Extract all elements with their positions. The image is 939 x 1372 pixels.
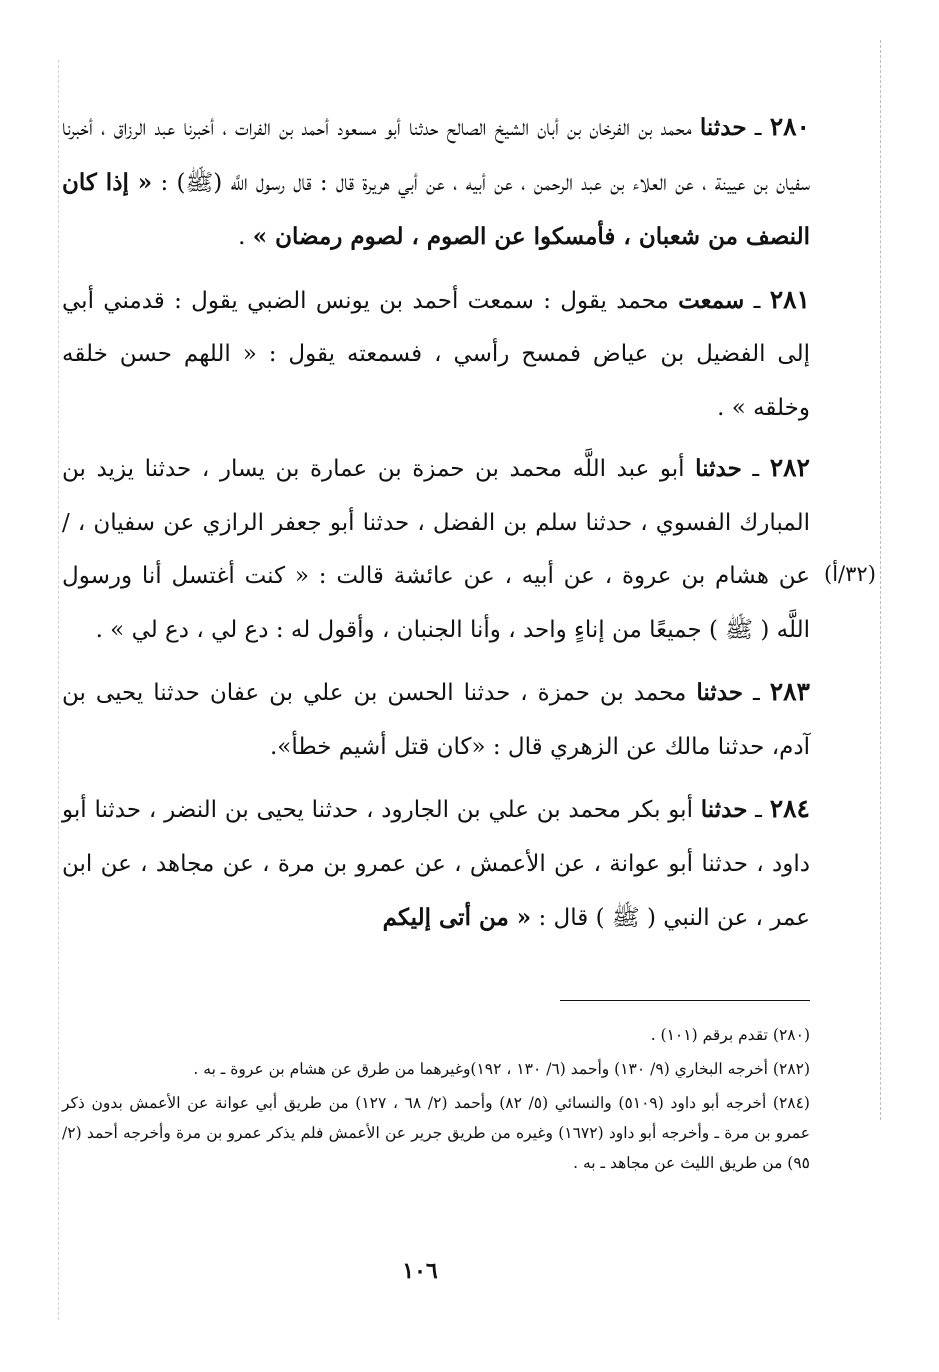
hadith-text-end: . xyxy=(238,224,253,250)
hadith-text: أبو بكر محمد بن علي بن الجارود ، حدثنا يحيى بن النضر ، حدثنا أبو داود ، حدثنا أبو عوانة ، عن الأعمش ، عن عمرو بن مرة ، عن مجاهد ، عن ابن عمر ، عن النبي ( ﷺ ) قال : xyxy=(62,797,810,931)
footnote: (٢٨٢) أخرجه البخاري (٩/ ١٣٠) وأحمد (٦/ ١٣٠ ، ١٩٢)وغيرهما من طرق عن هشام بن عروة ـ به . xyxy=(193,1060,810,1078)
hadith-quote: « إذا كان النصف من شعبان ، فأمسكوا عن الصوم ، لصوم رمضان » xyxy=(62,168,810,250)
hadith-keyword: حدثنا xyxy=(695,455,742,482)
page-number: ١٠٦ xyxy=(402,1258,438,1284)
hadith-keyword: سمعت xyxy=(678,286,745,314)
paragraph-283: ٢٨٣ ـ حدثنا محمد بن حمزة ، حدثنا الحسن بن علي بن عفان حدثنا يحيى بن آدم، حدثنا مالك عن الزهري قال : «كان قتل أشيم خطأ». xyxy=(62,677,810,760)
hadith-keyword: حدثنا xyxy=(700,796,748,823)
paragraph-284: ٢٨٤ ـ حدثنا أبو بكر محمد بن علي بن الجارود ، حدثنا يحيى بن النضر ، حدثنا أبو داود ، حدثنا أبو عوانة ، عن الأعمش ، عن عمرو بن مرة ، عن مجاهد ، عن ابن عمر ، عن النبي ( ﷺ ) قال : « من أتى إليكم xyxy=(62,794,810,931)
hadith-keyword: حدثنا xyxy=(699,114,747,141)
footnote: (٢٨٤) أخرجه أبو داود (٥١٠٩) والنسائي (٥/ ٨٢) وأحمد (٢/ ٦٨ ، ١٢٧) من طريق أبي عوانة عن الأعمش بدون ذكر عمرو بن مرة ـ وأخرجه أبو داود (١٦٧٢) وغيره من طريق جرير عن الأعمش فلم يذكر عمرو بن مرة وأخرجه أحمد (٢/ ٩٥) من طريق الليث عن مجاهد ـ به . xyxy=(62,1094,810,1172)
hadith-number: ٢٨٣ xyxy=(769,677,810,706)
footnote: (٢٨٠) تقدم برقم (١٠١) . xyxy=(650,1026,810,1044)
hadith-number: ٢٨٤ xyxy=(769,794,810,823)
manuscript-folio-marker: (٣٢/أ) xyxy=(824,562,876,586)
hadith-number: ٢٨٢ xyxy=(769,453,810,482)
hadith-keyword: حدثنا xyxy=(696,679,743,706)
hadith-text: محمد بن حمزة ، حدثنا الحسن بن علي بن عفان حدثنا يحيى بن آدم، حدثنا مالك عن الزهري قال : «كان قتل أشيم خطأ». xyxy=(62,680,810,760)
hadith-number: ٢٨١ xyxy=(769,284,810,314)
hadith-text: محمد بن الفرخان بن أبان الشيخ الصالح حدثنا أبو مسعود أحمد بن الفرات ، أخبرنا عبد الرزاق ، أخبرنا سفيان بن عيينة ، عن العلاء بن عبد الرحمن ، عن أبيه ، عن أبي هريرة قال : قال رسول اللَّه (ﷺ) : xyxy=(62,115,810,196)
hadith-text: أبو عبد اللَّه محمد بن حمزة بن عمارة بن يسار ، حدثنا يزيد بن المبارك الفسوي ، حدثنا سلم بن الفضل ، حدثنا أبو جعفر الرازي عن سفيان ، / عن هشام بن عروة ، عن أبيه ، عن عائشة قالت : « كنت أغتسل أنا ورسول اللَّه ( ﷺ ) جميعًا من إناءٍ واحد ، وأنا الجنبان ، وأقول له : دع لي ، دع لي » . xyxy=(62,456,810,643)
footnote-separator xyxy=(560,1000,810,1001)
footnotes xyxy=(62,1020,810,1182)
paragraph-280: ٢٨٠ ـ حدثنا محمد بن الفرخان بن أبان الشيخ الصالح حدثنا أبو مسعود أحمد بن الفرات ، أخبرنا عبد الرزاق ، أخبرنا سفيان بن عيينة ، عن العلاء بن عبد الرحمن ، عن أبيه ، عن أبي هريرة قال : قال رسول اللَّه (ﷺ) : « إذا كان النصف من شعبان ، فأمسكوا عن الصوم ، لصوم رمضان » . xyxy=(62,112,810,250)
paragraph-282: ٢٨٢ ـ حدثنا أبو عبد اللَّه محمد بن حمزة بن عمارة بن يسار ، حدثنا يزيد بن المبارك الفسوي ، حدثنا سلم بن الفضل ، حدثنا أبو جعفر الرازي عن سفيان ، / عن هشام بن عروة ، عن أبيه ، عن عائشة قالت : « كنت أغتسل أنا ورسول اللَّه ( ﷺ ) جميعًا من إناءٍ واحد ، وأنا الجنبان ، وأقول له : دع لي ، دع لي » . xyxy=(62,453,810,643)
hadith-quote: « من أتى إليكم xyxy=(382,904,532,931)
paragraph-281: ٢٨١ ـ سمعت محمد يقول : سمعت أحمد بن يونس الضبي يقول : قدمني أبي إلى الفضيل بن عياض فمسح رأسي ، فسمعته يقول : « اللهم حسن خلقه وخلقه » . xyxy=(62,284,810,421)
main-text xyxy=(62,100,810,954)
hadith-number: ٢٨٠ xyxy=(769,112,810,141)
hadith-text: محمد يقول : سمعت أحمد بن يونس الضبي يقول : قدمني أبي إلى الفضيل بن عياض فمسح رأسي ، فسمعته يقول : « اللهم حسن خلقه وخلقه » . xyxy=(62,287,810,421)
scan-edge-line-left xyxy=(58,60,60,1320)
